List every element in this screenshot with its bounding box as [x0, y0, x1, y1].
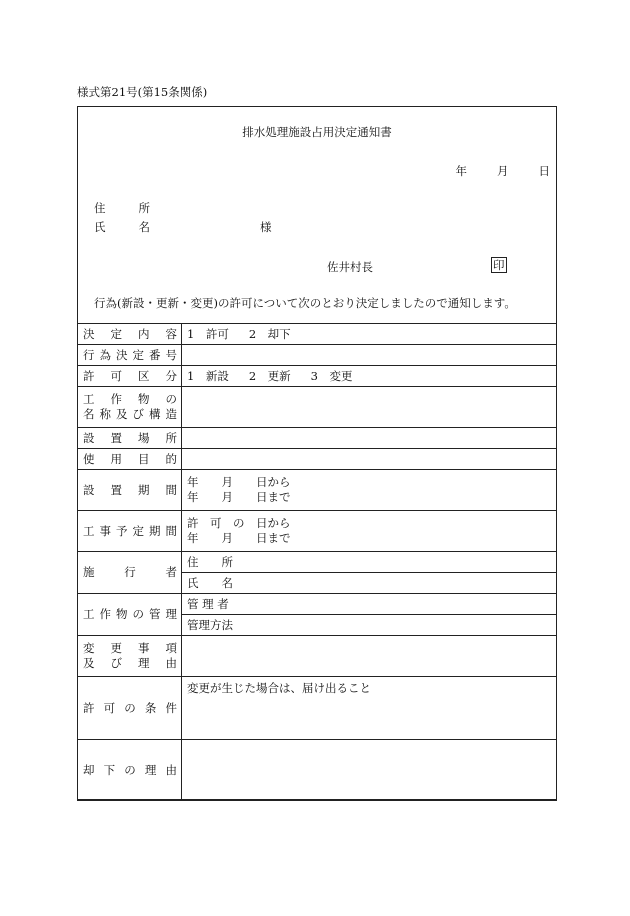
- seal-mark: 印: [493, 258, 505, 272]
- label-change: [78, 636, 182, 677]
- table-row: [78, 428, 557, 449]
- issuer-name: 佐井村長: [327, 260, 373, 274]
- table-row: [78, 552, 557, 573]
- executor-name: 氏 名: [182, 573, 557, 594]
- permit-type-options: [182, 366, 557, 387]
- table-row: [78, 677, 557, 740]
- notice-text: 行為(新設・更新・変更)の許可について次のとおり決定しましたので通知します。: [94, 296, 516, 310]
- label-executor-text: 施 行 者: [83, 565, 177, 579]
- label-structure-line-2: 名 称 及 び 構 造: [83, 407, 177, 421]
- rejection-value: [182, 740, 557, 801]
- date-year: 年: [455, 164, 467, 178]
- label-conditions-text: 許 可 の 条 件: [83, 700, 177, 715]
- install-period-value: [182, 470, 557, 511]
- label-conditions: [78, 677, 182, 740]
- label-permit-type: [78, 366, 182, 387]
- permit-option-1: 1 新設: [187, 368, 229, 383]
- install-period-end: 年 月 日まで: [187, 490, 291, 504]
- table-row: [78, 740, 557, 801]
- table-row: [78, 366, 557, 387]
- label-structure-line-1: 工 作 物 の: [83, 392, 177, 406]
- install-period-start: 年 月 日から: [187, 475, 291, 489]
- table-row: [78, 594, 557, 615]
- date-line: [456, 163, 551, 179]
- form-number: 様式第21号(第15条関係): [77, 85, 208, 99]
- label-work-period-text: 工 事 予 定 期 間: [83, 523, 177, 538]
- label-install-period-text: 設 置 期 間: [83, 482, 177, 497]
- management-manager: 管 理 者: [182, 594, 557, 615]
- label-location-text: 設 置 場 所: [83, 430, 177, 445]
- label-decision-number: [78, 345, 182, 366]
- table-row: [78, 636, 557, 677]
- name-label-2: 名: [138, 220, 150, 234]
- label-decision: [78, 324, 182, 345]
- label-work-period: [78, 511, 182, 552]
- work-period-start: 許 可 の 日から: [187, 516, 291, 530]
- table-row: [78, 470, 557, 511]
- table-row: [78, 449, 557, 470]
- executor-address: 住 所: [182, 552, 557, 573]
- table-row: [78, 387, 557, 428]
- date-month: 月: [497, 164, 509, 178]
- decision-table: [77, 323, 557, 801]
- label-decision-number-text: 行 為 決 定 番 号: [83, 347, 177, 362]
- issuer-seal: [491, 257, 507, 273]
- label-decision-text: 決 定 内 容: [83, 326, 177, 341]
- decision-option-2: 2 却下: [248, 326, 291, 341]
- address-label-2: 所: [138, 201, 150, 215]
- work-period-end: 年 月 日まで: [187, 531, 291, 545]
- structure-value: [182, 387, 557, 428]
- document-title: 排水処理施設占用決定通知書: [242, 125, 392, 139]
- label-rejection: [78, 740, 182, 801]
- decision-options: [182, 324, 557, 345]
- management-method: 管理方法: [182, 615, 557, 636]
- name-label-1: 氏: [94, 220, 106, 234]
- address-label-1: 住: [94, 201, 106, 215]
- label-change-line-2: 及 び 理 由: [83, 656, 177, 670]
- label-purpose: [78, 449, 182, 470]
- work-period-value: [182, 511, 557, 552]
- label-permit-type-text: 許 可 区 分: [83, 368, 177, 383]
- location-value: [182, 428, 557, 449]
- table-row: [78, 511, 557, 552]
- label-rejection-text: 却 下 の 理 由: [83, 762, 177, 777]
- purpose-value: [182, 449, 557, 470]
- label-structure: [78, 387, 182, 428]
- label-management-text: 工 作 物 の 管 理: [83, 607, 177, 621]
- date-day: 日: [538, 164, 550, 178]
- decision-number-value: [182, 345, 557, 366]
- change-value: [182, 636, 557, 677]
- label-change-line-1: 変 更 事 項: [83, 641, 177, 655]
- label-install-period: [78, 470, 182, 511]
- decision-option-1: 1 許可: [187, 326, 229, 341]
- table-row: [78, 324, 557, 345]
- honorific: 様: [260, 220, 272, 234]
- conditions-value: 変更が生じた場合は、届け出ること: [182, 677, 557, 740]
- notice-form: [77, 106, 557, 800]
- recipient-name: [94, 219, 150, 235]
- label-location: [78, 428, 182, 449]
- table-row: [78, 345, 557, 366]
- recipient-address: [94, 200, 150, 216]
- permit-option-3: 3 変更: [310, 368, 353, 383]
- permit-option-2: 2 更新: [248, 368, 291, 383]
- label-executor: [78, 552, 182, 594]
- label-purpose-text: 使 用 目 的: [83, 451, 177, 466]
- label-management: [78, 594, 182, 636]
